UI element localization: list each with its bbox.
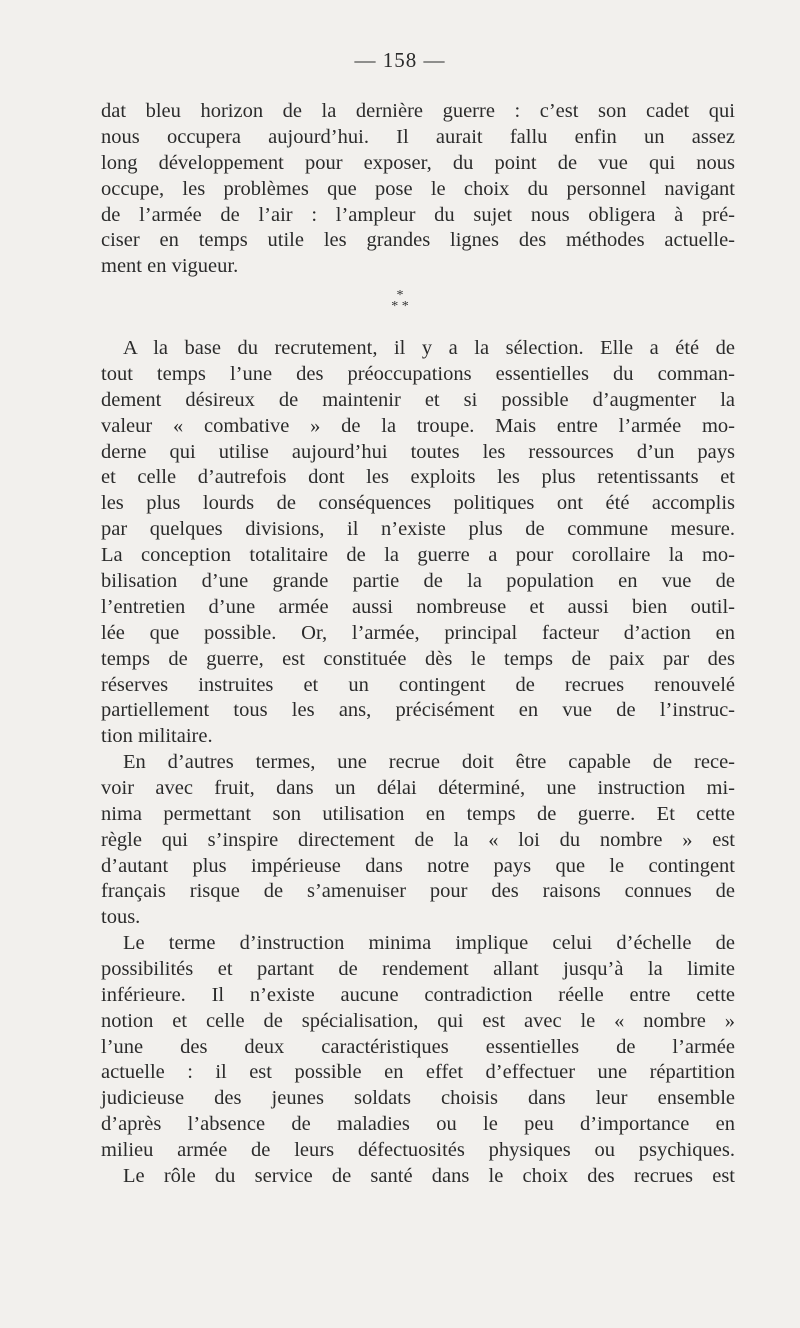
text-line: lée que possible. Or, l’armée, principal facteur d’action en <box>101 621 735 644</box>
text-line: dat bleu horizon de la dernière guerre : c’est son cadet qui <box>101 100 735 122</box>
text-line: Le rôle du service de santé dans le choix des recrues est <box>123 1165 735 1187</box>
paragraph-5 <box>101 1164 735 1190</box>
text-line: de l’armée de l’air : l’ampleur du sujet nous obligera à pré- <box>101 203 735 226</box>
text-line: occupe, les problèmes que pose le choix du personnel navigant <box>101 177 735 200</box>
text-line: tous. <box>101 906 141 929</box>
text-line: bilisation d’une grande partie de la population en vue de <box>101 570 735 593</box>
text-line: temps de guerre, est constituée dès le temps de paix par des <box>101 647 735 670</box>
paragraph-4 <box>101 931 735 1164</box>
text-line: dement désireux de maintenir et si possible d’augmenter la <box>101 388 735 411</box>
paragraph-3 <box>101 750 735 931</box>
section-asterism <box>0 290 800 312</box>
text-line: et celle d’autrefois dont les exploits les plus retentissants et <box>101 466 735 489</box>
text-line: l’entretien d’une armée aussi nombreuse et aussi bien outil- <box>101 595 735 618</box>
text-line: règle qui s’inspire directement de la « loi du nombre » est <box>101 828 735 851</box>
text-line: long développement pour exposer, du point de vue qui nous <box>101 151 735 174</box>
text-line: partiellement tous les ans, précisément en vue de l’instruc- <box>101 699 735 722</box>
text-line: par quelques divisions, il n’existe plus de commune mesure. <box>101 518 735 541</box>
text-line: En d’autres termes, une recrue doit être capable de rece- <box>123 751 735 773</box>
text-line: La conception totalitaire de la guerre a pour corollaire la mo- <box>101 544 735 567</box>
text-line: nima permettant son utilisation en temps de guerre. Et cette <box>101 802 735 825</box>
text-line: voir avec fruit, dans un délai déterminé, une instruction mi- <box>101 776 735 799</box>
text-line: judicieuse des jeunes soldats choisis dans leur ensemble <box>101 1087 735 1110</box>
text-line: ment en vigueur. <box>101 255 239 278</box>
text-line: milieu armée de leurs défectuosités physiques ou psychiques. <box>101 1139 735 1162</box>
text-line: l’une des deux caractéristiques essentielles de l’armée <box>101 1035 735 1058</box>
paragraph-2 <box>101 336 735 750</box>
text-line: notion et celle de spécialisation, qui est avec le « nombre » <box>101 1009 735 1032</box>
text-line: ciser en temps utile les grandes lignes des méthodes actuelle- <box>101 229 735 252</box>
text-line: possibilités et partant de rendement allant jusqu’à la limite <box>101 957 735 980</box>
text-line: français risque de s’amenuiser pour des raisons connues de <box>101 880 735 903</box>
text-line: derne qui utilise aujourd’hui toutes les ressources d’un pays <box>101 440 735 463</box>
text-line: A la base du recrutement, il y a la sélection. Elle a été de <box>123 337 735 359</box>
asterism-top: * <box>396 288 404 303</box>
text-line: réserves instruites et un contingent de recrues renouvelé <box>101 673 735 696</box>
text-line: les plus lourds de conséquences politiques ont été accomplis <box>101 492 735 515</box>
page-number: — 158 — <box>354 48 446 72</box>
text-line: tion militaire. <box>101 725 213 748</box>
text-line: valeur « combative » de la troupe. Mais entre l’armée mo- <box>101 414 735 437</box>
text-line: d’autant plus impérieuse dans notre pays que le contingent <box>101 854 735 877</box>
text-line: d’après l’absence de maladies ou le peu d’importance en <box>101 1113 735 1136</box>
text-line: actuelle : il est possible en effet d’effectuer une répartition <box>101 1061 735 1084</box>
paragraph-1 <box>101 99 735 280</box>
text-line: inférieure. Il n’existe aucune contradiction réelle entre cette <box>101 983 735 1006</box>
text-line: Le terme d’instruction minima implique celui d’échelle de <box>123 932 735 954</box>
text-line: tout temps l’une des préoccupations essentielles du comman- <box>101 362 735 385</box>
asterism-bottom: * * <box>391 299 409 314</box>
text-line: nous occupera aujourd’hui. Il aurait fallu enfin un assez <box>101 125 735 148</box>
